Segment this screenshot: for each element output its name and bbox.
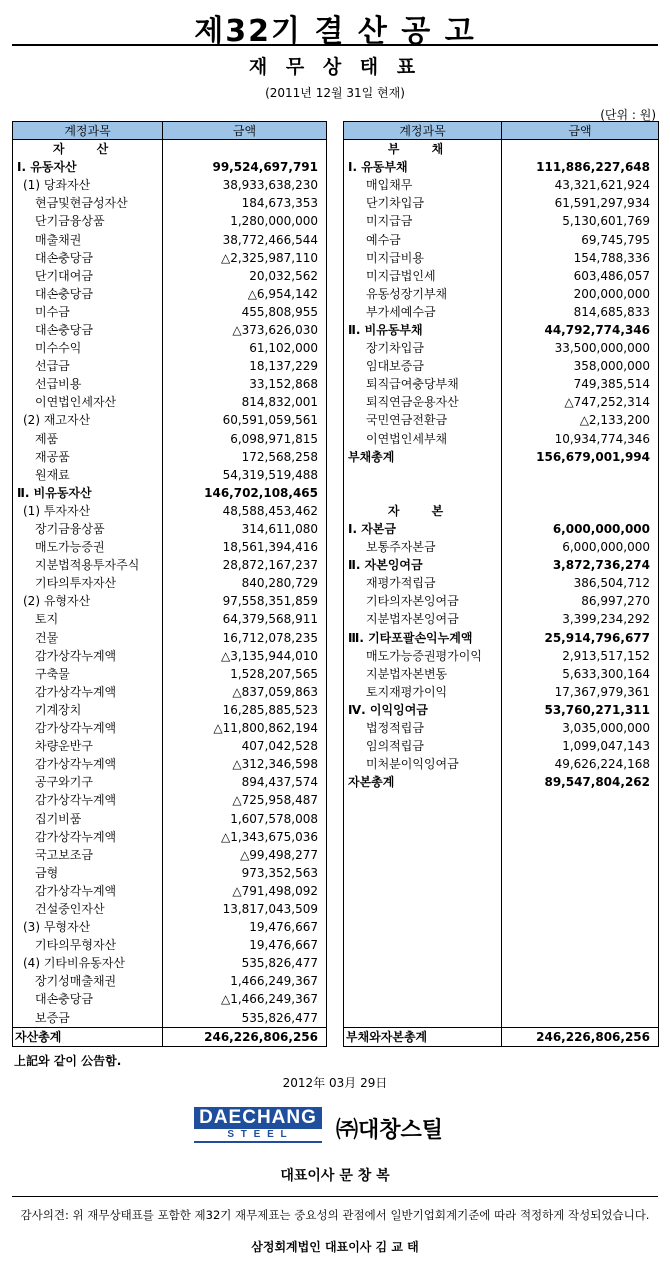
table-row	[13, 1009, 327, 1028]
account-cell: (1) 투자자산	[13, 502, 163, 520]
account-cell: 금형	[13, 864, 163, 882]
account-cell: 기타의투자자산	[13, 574, 163, 592]
amount-cell: 407,042,528	[241, 739, 318, 754]
amount-cell: 200,000,000	[573, 286, 650, 301]
amount-cell: 172,568,258	[241, 449, 318, 464]
amount-cell	[502, 140, 659, 159]
account-cell: 국민연금전환금	[344, 411, 502, 429]
amount-cell: 38,772,466,544	[222, 232, 318, 247]
account-cell: 미지급법인세	[344, 267, 502, 285]
account-cell: Ⅰ. 자본금	[344, 520, 502, 538]
amount-cell: 154,788,336	[573, 250, 650, 265]
logo-subtext: S T E E L	[194, 1129, 322, 1143]
account-cell: 미지급비용	[344, 249, 502, 267]
table-row	[344, 683, 659, 701]
account-cell: 대손충당금	[13, 249, 163, 267]
account-cell: 지분법적용투자주식	[13, 556, 163, 574]
amount-cell: △2,325,987,110	[220, 250, 318, 265]
amount-cell: 184,673,353	[241, 196, 318, 211]
table-row	[13, 665, 327, 683]
total-row	[344, 1027, 659, 1046]
account-cell: 부 채	[344, 140, 502, 159]
amount-cell: 97,558,351,859	[222, 594, 318, 609]
logo-wordmark: DAECHANG	[194, 1107, 322, 1129]
amount-cell: 535,826,477	[241, 956, 318, 971]
account-cell: Ⅰ. 유동부채	[344, 158, 502, 176]
amount-cell: 28,872,167,237	[222, 558, 318, 573]
amount-cell: 3,035,000,000	[562, 721, 650, 736]
amount-cell: 3,872,736,274	[552, 558, 650, 573]
total-amount: 246,226,806,256	[502, 1027, 659, 1046]
account-cell: 단기대여금	[13, 267, 163, 285]
amount-cell: 33,500,000,000	[554, 341, 650, 356]
account-cell: 유동성장기부채	[344, 285, 502, 303]
table-row	[344, 448, 659, 466]
table-row	[13, 990, 327, 1008]
amount-cell: 894,437,574	[241, 775, 318, 790]
table-row	[13, 267, 327, 285]
amount-cell: 386,504,712	[573, 576, 650, 591]
amount-cell: △6,954,142	[247, 286, 318, 301]
account-cell: 단기금융상품	[13, 212, 163, 230]
amount-cell: 5,130,601,769	[562, 214, 650, 229]
account-cell: 재공품	[13, 448, 163, 466]
amount-cell: 358,000,000	[573, 359, 650, 374]
table-row	[13, 737, 327, 755]
account-cell: 선급비용	[13, 375, 163, 393]
amount-cell: △837,059,863	[232, 684, 318, 699]
table-row	[344, 230, 659, 248]
account-cell: 대손충당금	[13, 285, 163, 303]
amount-cell: 53,760,271,311	[544, 702, 650, 717]
amount-cell: △747,252,314	[564, 395, 650, 410]
account-cell: 부가세예수금	[344, 303, 502, 321]
amount-cell: 6,000,000,000	[552, 522, 650, 537]
account-cell: 자 본	[344, 502, 502, 520]
account-cell: 국고보조금	[13, 846, 163, 864]
total-amount: 246,226,806,256	[163, 1027, 327, 1046]
ceo-signature: 대표이사 문 창 복	[280, 1168, 390, 1184]
total-label: 자산총계	[13, 1027, 163, 1046]
blank-row	[344, 809, 659, 827]
account-cell: 토지재평가이익	[344, 683, 502, 701]
account-cell: 기타의무형자산	[13, 936, 163, 954]
account-cell: 제품	[13, 430, 163, 448]
account-cell: 감가상각누계액	[13, 683, 163, 701]
amount-cell: 99,524,697,791	[212, 160, 318, 175]
account-cell: 임대보증금	[344, 357, 502, 375]
table-row	[344, 339, 659, 357]
account-cell: 보증금	[13, 1009, 163, 1028]
amount-cell: △99,498,277	[240, 847, 318, 862]
account-cell: (3) 무형자산	[13, 918, 163, 936]
amount-cell: 6,000,000,000	[562, 540, 650, 555]
table-row	[344, 466, 659, 484]
table-row	[13, 972, 327, 990]
account-cell: 기타의자본잉여금	[344, 592, 502, 610]
amount-cell	[502, 466, 659, 484]
table-row	[344, 176, 659, 194]
amount-cell: 749,385,514	[573, 377, 650, 392]
account-column-header: 계정과목	[13, 122, 163, 140]
table-row	[13, 194, 327, 212]
amount-column-header: 금액	[163, 122, 327, 140]
blank-row	[344, 791, 659, 809]
table-row	[344, 212, 659, 230]
amount-cell: 455,808,955	[241, 304, 318, 319]
account-column-header: 계정과목	[344, 122, 502, 140]
company-logo	[194, 1107, 322, 1143]
amount-column-header: 금액	[502, 122, 659, 140]
statement-date: (2011년 12월 31일 현재)	[265, 86, 405, 100]
unit-label: (단위 : 원)	[600, 108, 656, 122]
table-row	[344, 629, 659, 647]
amount-cell: 38,933,638,230	[222, 178, 318, 193]
table-row	[13, 592, 327, 610]
table-row	[13, 520, 327, 538]
table-row	[13, 610, 327, 628]
table-row	[344, 520, 659, 538]
table-row	[13, 448, 327, 466]
table-row	[13, 411, 327, 429]
statement-title: 재 무 상 태 표	[248, 56, 422, 78]
assets-table	[12, 121, 327, 1047]
amount-cell: 1,466,249,367	[230, 974, 318, 989]
account-cell: 매출채권	[13, 230, 163, 248]
account-cell: 지분법자본잉여금	[344, 610, 502, 628]
account-cell: 선급금	[13, 357, 163, 375]
amount-cell	[502, 502, 659, 520]
table-row	[13, 864, 327, 882]
amount-cell: 111,886,227,648	[536, 160, 650, 175]
blank-row	[344, 1009, 659, 1028]
amount-cell: 89,547,804,262	[544, 775, 650, 790]
amount-cell: 156,679,001,994	[536, 449, 650, 464]
account-cell: 집기비품	[13, 809, 163, 827]
table-row	[13, 701, 327, 719]
account-cell: 법정적립금	[344, 719, 502, 737]
account-cell: 토지	[13, 610, 163, 628]
account-cell: 장기성매출채권	[13, 972, 163, 990]
total-row	[13, 1027, 327, 1046]
account-cell: 장기금융상품	[13, 520, 163, 538]
account-cell: 퇴직연금운용자산	[344, 393, 502, 411]
amount-cell: △373,626,030	[232, 322, 318, 337]
amount-cell	[502, 484, 659, 502]
liabilities-equity-table	[343, 121, 659, 1047]
table-row	[344, 411, 659, 429]
account-cell: 보통주자본금	[344, 538, 502, 556]
amount-cell: 10,934,774,346	[554, 431, 650, 446]
amount-cell: 33,152,868	[249, 377, 318, 392]
amount-cell: 69,745,795	[581, 232, 650, 247]
amount-cell: △312,346,598	[232, 757, 318, 772]
account-cell: 원재료	[13, 466, 163, 484]
table-row	[13, 791, 327, 809]
blank-row	[344, 882, 659, 900]
account-cell: Ⅲ. 기타포괄손익누계액	[344, 629, 502, 647]
account-cell: 미처분이익잉여금	[344, 755, 502, 773]
amount-cell: △1,466,249,367	[220, 992, 318, 1007]
amount-cell: 1,528,207,565	[230, 666, 318, 681]
table-row	[13, 430, 327, 448]
auditor-name: 삼정회계법인 대표이사 김 교 태	[251, 1240, 419, 1254]
amount-cell: 814,832,001	[241, 395, 318, 410]
table-row	[344, 357, 659, 375]
account-cell: Ⅳ. 이익잉여금	[344, 701, 502, 719]
account-cell: 차량운반구	[13, 737, 163, 755]
amount-cell: 814,685,833	[573, 304, 650, 319]
account-cell: 감가상각누계액	[13, 755, 163, 773]
account-cell: 미지급금	[344, 212, 502, 230]
table-row	[13, 954, 327, 972]
table-row	[13, 936, 327, 954]
page-title: 제32기 결 산 공 고	[194, 14, 476, 49]
account-cell: 감가상각누계액	[13, 828, 163, 846]
account-cell: 미수수익	[13, 339, 163, 357]
table-row	[344, 484, 659, 502]
account-cell: 자본총계	[344, 773, 502, 791]
table-row	[13, 393, 327, 411]
amount-cell: △791,498,092	[232, 883, 318, 898]
amount-cell: 54,319,519,488	[222, 467, 318, 482]
table-row	[13, 502, 327, 520]
table-row	[13, 484, 327, 502]
table-row	[344, 755, 659, 773]
amount-cell: 13,817,043,509	[222, 901, 318, 916]
table-row	[13, 629, 327, 647]
table-row	[13, 357, 327, 375]
table-row	[344, 719, 659, 737]
notice-date: 2012年 03月 29日	[282, 1076, 388, 1090]
table-row	[13, 158, 327, 176]
company-name: ㈜대창스틸	[336, 1118, 444, 1143]
amount-cell: 18,561,394,416	[222, 540, 318, 555]
account-cell: 매도가능증권	[13, 538, 163, 556]
blank-row	[344, 864, 659, 882]
table-row	[344, 701, 659, 719]
account-cell: 기계장치	[13, 701, 163, 719]
table-row	[13, 285, 327, 303]
table-row	[13, 719, 327, 737]
account-cell: 이연법인세자산	[13, 393, 163, 411]
blank-row	[344, 936, 659, 954]
table-row	[344, 773, 659, 791]
account-cell: 감가상각누계액	[13, 719, 163, 737]
table-row	[344, 321, 659, 339]
account-cell	[344, 484, 502, 502]
account-cell: 장기차입금	[344, 339, 502, 357]
account-cell: 건물	[13, 629, 163, 647]
account-cell: 퇴직급여충당부채	[344, 375, 502, 393]
amount-cell: 20,032,562	[249, 268, 318, 283]
blank-row	[344, 900, 659, 918]
table-row	[344, 158, 659, 176]
table-row	[13, 339, 327, 357]
amount-cell: 43,321,621,924	[554, 178, 650, 193]
amount-cell: 1,280,000,000	[230, 214, 318, 229]
footer-divider	[12, 1196, 658, 1197]
account-cell: 구축물	[13, 665, 163, 683]
amount-cell: 3,399,234,292	[562, 612, 650, 627]
amount-cell: 19,476,667	[249, 920, 318, 935]
total-label: 부채와자본총계	[344, 1027, 502, 1046]
blank-row	[344, 846, 659, 864]
blank-row	[344, 918, 659, 936]
amount-cell: 146,702,108,465	[204, 485, 318, 500]
account-cell: 부채총계	[344, 448, 502, 466]
account-cell: 예수금	[344, 230, 502, 248]
table-row	[344, 430, 659, 448]
table-row	[13, 900, 327, 918]
account-cell: Ⅰ. 유동자산	[13, 158, 163, 176]
blank-row	[344, 972, 659, 990]
table-row	[344, 303, 659, 321]
amount-cell: △1,343,675,036	[220, 829, 318, 844]
account-cell: 매도가능증권평가이익	[344, 647, 502, 665]
amount-cell: 44,792,774,346	[544, 322, 650, 337]
table-row	[13, 466, 327, 484]
table-row	[344, 267, 659, 285]
amount-cell: 840,280,729	[241, 576, 318, 591]
table-row	[13, 918, 327, 936]
account-cell: 지분법자본변동	[344, 665, 502, 683]
table-row	[13, 828, 327, 846]
account-cell: 대손충당금	[13, 990, 163, 1008]
table-row	[344, 592, 659, 610]
account-cell: 매입채무	[344, 176, 502, 194]
amount-cell: 64,379,568,911	[222, 612, 318, 627]
account-cell: 임의적립금	[344, 737, 502, 755]
amount-cell: 18,137,229	[249, 359, 318, 374]
blank-row	[344, 954, 659, 972]
table-row	[13, 375, 327, 393]
amount-cell: 48,588,453,462	[222, 503, 318, 518]
account-cell: 단기차입금	[344, 194, 502, 212]
account-cell: (1) 당좌자산	[13, 176, 163, 194]
account-cell: (4) 기타비유동자산	[13, 954, 163, 972]
account-cell: 건설중인자산	[13, 900, 163, 918]
account-cell: (2) 재고자산	[13, 411, 163, 429]
account-cell	[344, 466, 502, 484]
account-cell: 공구와기구	[13, 773, 163, 791]
table-row	[344, 249, 659, 267]
table-row	[344, 502, 659, 520]
table-row	[344, 574, 659, 592]
table-row	[344, 737, 659, 755]
amount-cell	[163, 140, 327, 159]
table-row	[344, 375, 659, 393]
amount-cell: 61,102,000	[249, 341, 318, 356]
table-row	[344, 610, 659, 628]
account-cell: 자 산	[13, 140, 163, 159]
account-cell: 현금및현금성자산	[13, 194, 163, 212]
table-row	[13, 882, 327, 900]
account-cell: 대손충당금	[13, 321, 163, 339]
blank-row	[344, 828, 659, 846]
account-cell: 감가상각누계액	[13, 647, 163, 665]
account-cell: 감가상각누계액	[13, 791, 163, 809]
amount-cell: 1,099,047,143	[562, 739, 650, 754]
table-row	[13, 556, 327, 574]
account-cell: 미수금	[13, 303, 163, 321]
amount-cell: 1,607,578,008	[230, 811, 318, 826]
table-row	[13, 176, 327, 194]
table-row	[13, 846, 327, 864]
amount-cell: 17,367,979,361	[554, 684, 650, 699]
table-row	[344, 556, 659, 574]
table-row	[13, 249, 327, 267]
table-row	[344, 538, 659, 556]
amount-cell: △3,135,944,010	[220, 648, 318, 663]
table-row	[13, 230, 327, 248]
amount-cell: 16,285,885,523	[222, 702, 318, 717]
table-row	[344, 194, 659, 212]
account-cell: Ⅱ. 비유동부채	[344, 321, 502, 339]
amount-cell: △2,133,200	[579, 413, 650, 428]
amount-cell: 5,633,300,164	[562, 666, 650, 681]
account-cell: Ⅱ. 비유동자산	[13, 484, 163, 502]
table-row	[13, 755, 327, 773]
table-row	[344, 665, 659, 683]
table-row	[13, 683, 327, 701]
audit-opinion: 감사의견: 위 재무상태표를 포함한 제32기 재무제표는 중요성의 관점에서 일반기업회계기준에 따라 적정하게 작성되었습니다.	[20, 1208, 650, 1222]
amount-cell: 60,591,059,561	[222, 413, 318, 428]
account-cell: 감가상각누계액	[13, 882, 163, 900]
table-row	[13, 538, 327, 556]
table-row	[13, 140, 327, 159]
amount-cell: 6,098,971,815	[230, 431, 318, 446]
amount-cell: 2,913,517,152	[562, 648, 650, 663]
table-row	[344, 647, 659, 665]
table-row	[344, 285, 659, 303]
amount-cell: 25,914,796,677	[544, 630, 650, 645]
title-divider	[12, 44, 658, 46]
amount-cell: 61,591,297,934	[554, 196, 650, 211]
table-row	[13, 574, 327, 592]
amount-cell: 314,611,080	[241, 522, 318, 537]
blank-row	[344, 990, 659, 1008]
amount-cell: 535,826,477	[241, 1010, 318, 1025]
amount-cell: 49,626,224,168	[554, 757, 650, 772]
notice-statement: 上記와 같이 公告함.	[14, 1054, 122, 1068]
table-row	[13, 647, 327, 665]
table-row	[13, 303, 327, 321]
account-cell: 이연법인세부채	[344, 430, 502, 448]
table-row	[13, 321, 327, 339]
amount-cell: 973,352,563	[241, 865, 318, 880]
amount-cell: 19,476,667	[249, 938, 318, 953]
table-row	[13, 212, 327, 230]
account-cell: Ⅱ. 자본잉여금	[344, 556, 502, 574]
amount-cell: 86,997,270	[581, 594, 650, 609]
table-row	[13, 773, 327, 791]
amount-cell: △725,958,487	[232, 793, 318, 808]
amount-cell: △11,800,862,194	[213, 721, 318, 736]
table-row	[344, 140, 659, 159]
table-row	[13, 809, 327, 827]
account-cell: 재평가적립금	[344, 574, 502, 592]
account-cell: (2) 유형자산	[13, 592, 163, 610]
table-row	[344, 393, 659, 411]
amount-cell: 603,486,057	[573, 268, 650, 283]
amount-cell: 16,712,078,235	[222, 630, 318, 645]
